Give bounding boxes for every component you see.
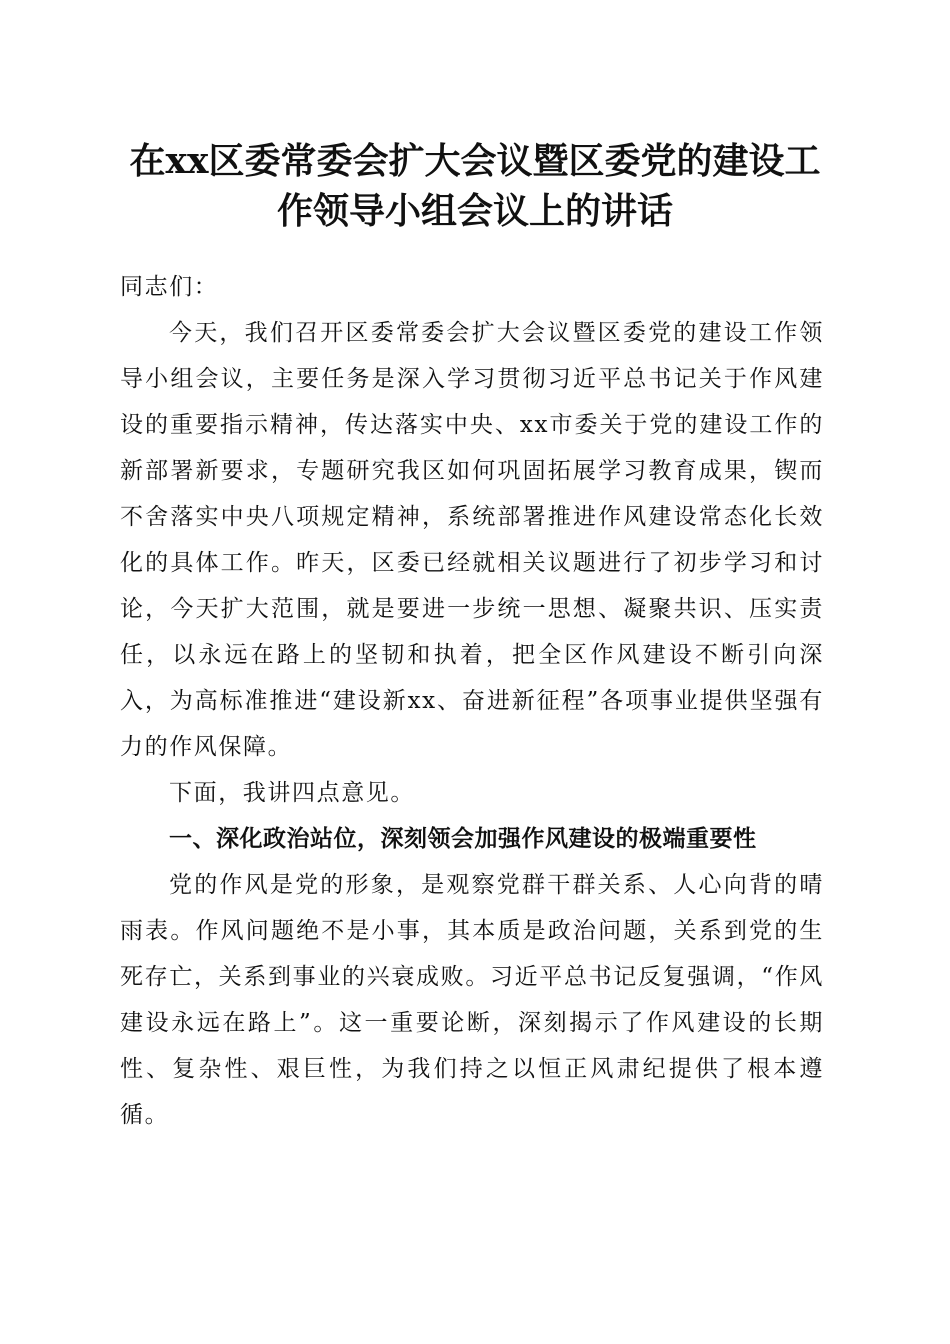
- document-title: [120, 136, 830, 236]
- document-body: [120, 264, 824, 1138]
- salutation: 同志们：: [120, 274, 219, 300]
- section-heading-1: 一、深化政治站位，深刻领会加强作风建设的极端重要性: [169, 826, 757, 852]
- title-line-1: 在xx区委常委会扩大会议暨区委党的建设工: [129, 140, 821, 182]
- title-line-2: 作领导小组会议上的讲话: [276, 190, 673, 232]
- paragraph-section-1: 党的作风是党的形象，是观察党群干群关系、人心向背的晴雨表。作风问题绝不是小事，其本质是政治问题，关系到党的生死存亡，关系到事业的兴衰成败。习近平总书记反复强调，“作风建设永远在路上”。这一重要论断，深刻揭示了作风建设的长期性、复杂性、艰巨性，为我们持之以恒正风肃纪提供了根本遵循。: [120, 872, 824, 1128]
- paragraph-intro: 今天，我们召开区委常委会扩大会议暨区委党的建设工作领导小组会议，主要任务是深入学习贯彻习近平总书记关于作风建设的重要指示精神，传达落实中央、xx市委关于党的建设工作的新部署新要求，专题研究我区如何巩固拓展学习教育成果，锲而不舍落实中央八项规定精神，系统部署推进作风建设常态化长效化的具体工作。昨天，区委已经就相关议题进行了初步学习和讨论，今天扩大范围，就是要进一步统一思想、凝聚共识、压实责任，以永远在路上的坚韧和执着，把全区作风建设不断引向深入，为高标准推进“建设新xx、奋进新征程”各项事业提供坚强有力的作风保障。: [120, 320, 824, 760]
- paragraph-transition: 下面，我讲四点意见。: [169, 780, 415, 806]
